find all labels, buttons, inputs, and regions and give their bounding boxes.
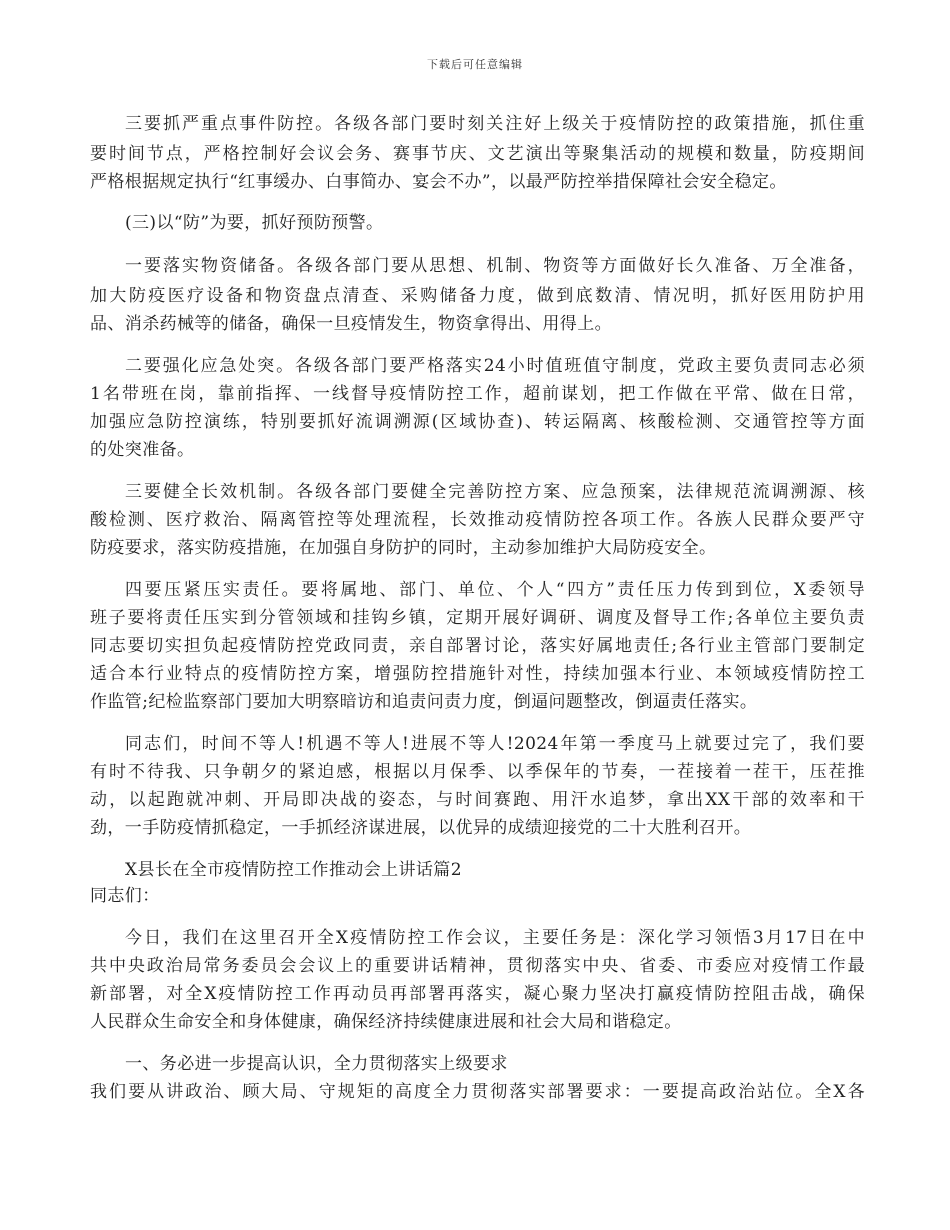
paragraph-line: 严格根据规定执行“红事缓办、白事简办、宴会不办”，以最严防控举措保障社会安全稳定。 [90, 172, 787, 192]
paragraph-line: 动，以起跑就冲刺、开局即决战的姿态，与时间赛跑、用汗水追梦，拿出XX干部的效率和干 [90, 790, 865, 810]
paragraph-line: 同志要切实担负起疫情防控党政同责，亲自部署讨论，落实好属地责任;各行业主管部门要制定 [90, 636, 865, 656]
paragraph-line: 三要抓严重点事件防控。各级各部门要时刻关注好上级关于疫情防控的政策措施，抓住重 [125, 114, 865, 134]
paragraph-line: 四要压紧压实责任。要将属地、部门、单位、个人“四方”责任压力传到到位，X委领导 [125, 580, 865, 600]
paragraph-line: 同志们： [90, 886, 160, 906]
paragraph-line: 有时不待我、只争朝夕的紧迫感，根据以月保季、以季保年的节奏，一茬接着一茬干，压茬推 [90, 762, 865, 782]
paragraph-line: 班子要将责任压实到分管领域和挂钩乡镇，定期开展好调研、调度及督导工作;各单位主要负责 [90, 608, 865, 628]
paragraph-line: 一要落实物资储备。各级各部门要从思想、机制、物资等方面做好长久准备、万全准备， [125, 256, 865, 276]
paragraph-line: 1名带班在岗，靠前指挥、一线督导疫情防控工作，超前谋划，把工作做在平常、做在日常， [90, 384, 865, 404]
paragraph-line: 作监管;纪检监察部门要加大明察暗访和追责问责力度，倒逼问题整改，倒逼责任落实。 [90, 692, 758, 712]
paragraph-line: 我们要从讲政治、顾大局、守规矩的高度全力贯彻落实部署要求：一要提高政治站位。全X各 [90, 1082, 865, 1102]
paragraph-line: 适合本行业特点的疫情防控方案，增强防控措施针对性，持续加强本行业、本领域疫情防控工 [90, 664, 865, 684]
paragraph-line: (三)以“防”为要，抓好预防预警。 [125, 213, 384, 233]
paragraph-line: 品、消杀药械等的储备，确保一旦疫情发生，物资拿得出、用得上。 [90, 314, 612, 334]
paragraph-line: 人民群众生命安全和身体健康，确保经济持续健康进展和社会大局和谐稳定。 [90, 1012, 682, 1032]
paragraph-line: 加大防疫医疗设备和物资盘点清查、采购储备力度，做到底数清、情况明，抓好医用防护用 [90, 286, 865, 306]
paragraph-line: 二要强化应急处突。各级各部门要严格落实24小时值班值守制度，党政主要负责同志必须 [125, 356, 865, 376]
paragraph-line: 防疫要求，落实防疫措施，在加强自身防护的同时，主动参加维护大局防疫安全。 [90, 538, 717, 558]
paragraph-line: 共中央政治局常务委员会会议上的重要讲话精神，贯彻落实中央、省委、市委应对疫情工作最 [90, 956, 865, 976]
paragraph-line: 劲，一手防疫情抓稳定，一手抓经济谋进展，以优异的成绩迎接党的二十大胜利召开。 [90, 818, 752, 838]
paragraph-line: 要时间节点，严格控制好会议会务、赛事节庆、文艺演出等聚集活动的规模和数量，防疫期间 [90, 144, 865, 164]
paragraph-line: 三要健全长效机制。各级各部门要健全完善防控方案、应急预案，法律规范流调溯源、核 [125, 482, 865, 502]
page-header: 下载后可任意编辑 [427, 58, 523, 71]
paragraph-line: 一、务必进一步提高认识，全力贯彻落实上级要求 [125, 1054, 508, 1074]
paragraph-line: 同志们，时间不等人!机遇不等人!进展不等人!2024年第一季度马上就要过完了，我们要 [125, 734, 865, 754]
paragraph-line: 的处突准备。 [90, 440, 195, 460]
paragraph-line: 今日，我们在这里召开全X疫情防控工作会议，主要任务是：深化学习领悟3月17日在中 [125, 928, 865, 948]
paragraph-line: 新部署，对全X疫情防控工作再动员再部署再落实，凝心聚力坚决打赢疫情防控阻击战，确保 [90, 984, 865, 1004]
paragraph-line: X县长在全市疫情防控工作推动会上讲话篇2 [125, 860, 462, 880]
paragraph-line: 加强应急防控演练，特别要抓好流调溯源(区域协查)、转运隔离、核酸检测、交通管控等方面 [90, 412, 865, 432]
paragraph-line: 酸检测、医疗救治、隔离管控等处理流程，长效推动疫情防控各项工作。各族人民群众要严守 [90, 510, 865, 530]
